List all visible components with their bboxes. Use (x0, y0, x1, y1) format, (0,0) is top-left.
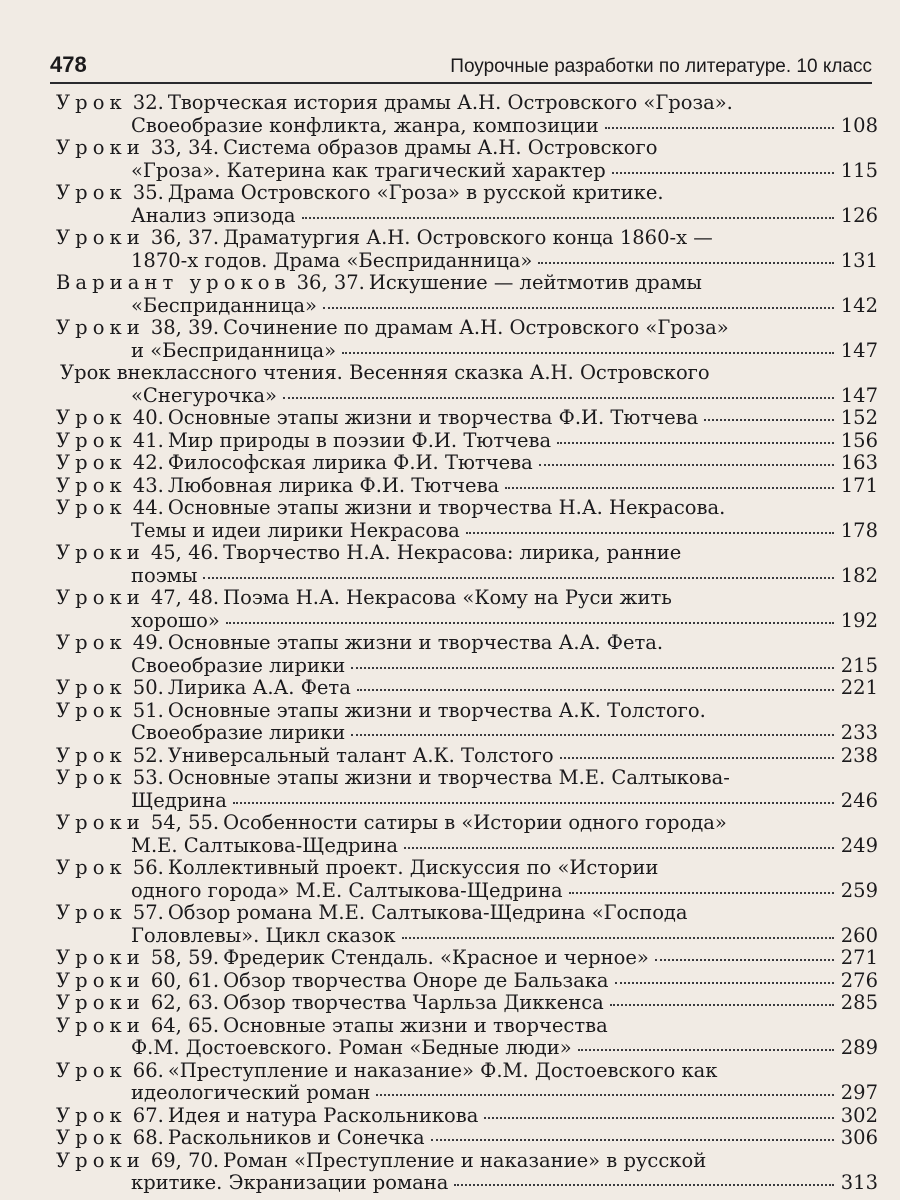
lesson-label: Урок (56, 496, 127, 519)
toc-entry-line (56, 497, 878, 520)
dot-leader (323, 306, 834, 309)
page-ref: 246 (840, 788, 878, 812)
dot-leader (342, 351, 834, 354)
toc-entry-line (56, 340, 878, 363)
toc-entry (56, 677, 878, 700)
toc-entry-line (56, 700, 878, 723)
toc-entry-line (56, 1172, 878, 1195)
page-ref: 147 (840, 338, 878, 362)
lesson-title: Основные этапы жизни и творчества Ф.И. Тютчева (167, 406, 699, 429)
page-ref: 142 (840, 293, 878, 317)
lesson-label: Урок (56, 901, 127, 924)
page-ref: 302 (840, 1103, 878, 1127)
toc-entry-line (56, 92, 878, 115)
toc-entry-line (56, 430, 878, 453)
lesson-title: «Бесприданница» (131, 293, 317, 317)
dot-leader (283, 396, 834, 399)
lesson-numbers: 41. (132, 428, 164, 452)
lesson-title: Драма Островского «Гроза» в русской критике. (167, 181, 664, 204)
toc-entry (56, 542, 878, 587)
lesson-numbers: 43. (132, 473, 164, 497)
toc-entry-line (56, 970, 878, 993)
lesson-title: Творчество Н.А. Некрасова: лирика, ранние (223, 541, 682, 564)
toc-entry-line (56, 767, 878, 790)
lesson-title: Щедрина (131, 788, 227, 812)
lesson-title: Фредерик Стендаль. «Красное и черное» (223, 946, 649, 969)
toc-entry-line (56, 385, 878, 408)
lesson-label: Урок (56, 428, 127, 452)
toc-entry (56, 1127, 878, 1150)
lesson-title: Философская лирика Ф.И. Тютчева (167, 451, 533, 474)
toc-entry-line (56, 1105, 878, 1128)
toc-entry-line (56, 250, 878, 273)
lesson-numbers: 40. (132, 406, 164, 429)
toc-entry (56, 1060, 878, 1105)
toc-entry (56, 497, 878, 542)
lesson-title: Любовная лирика Ф.И. Тютчева (167, 473, 500, 497)
lesson-title: Урок внеклассного чтения. Весенняя сказка А.Н. Островского (60, 361, 710, 384)
lesson-title: Своеобразие лирики (131, 721, 346, 744)
page-ref: 147 (840, 383, 878, 407)
lesson-numbers: 47, 48. (150, 586, 220, 609)
lesson-label: Урок (56, 676, 127, 699)
toc-entry-line (56, 880, 878, 903)
toc-entry (56, 475, 878, 498)
page-ref: 313 (840, 1171, 878, 1194)
lesson-label: Урок (56, 743, 127, 767)
dot-leader (226, 621, 834, 624)
lesson-title: М.Е. Салтыкова-Щедрина (131, 833, 399, 857)
toc-entry-line (56, 1082, 878, 1105)
toc-entry (56, 947, 878, 970)
toc-entry (56, 902, 878, 947)
dot-leader (610, 1003, 834, 1006)
toc-entry-line (56, 947, 878, 970)
lesson-title: Искушение — лейтмотив драмы (368, 271, 702, 294)
toc-entry-line (56, 587, 878, 610)
lesson-title: Ф.М. Достоевского. Роман «Бедные люди» (131, 1036, 572, 1059)
lesson-title: Драматургия А.Н. Островского конца 1860-х — (223, 226, 713, 249)
toc-entry-line (56, 227, 878, 250)
dot-leader (539, 463, 834, 466)
toc-entry (56, 700, 878, 745)
page-number: 478 (50, 52, 87, 77)
lesson-numbers: 49. (132, 631, 164, 654)
toc-entry-line (56, 115, 878, 138)
dot-leader (704, 418, 834, 421)
toc-entry (56, 632, 878, 677)
lesson-title: «Преступление и наказание» Ф.М. Достоевского как (167, 1058, 718, 1082)
page-ref: 171 (840, 473, 878, 497)
lesson-title: и «Бесприданница» (131, 338, 337, 362)
toc-entry (56, 1015, 878, 1060)
toc-entry (56, 1150, 878, 1195)
page-ref: 192 (840, 608, 878, 632)
toc-entry (56, 767, 878, 812)
dot-leader (569, 891, 834, 894)
toc-entry-line (56, 857, 878, 880)
page-ref: 131 (840, 248, 878, 272)
lesson-numbers: 36, 37. (296, 271, 365, 294)
dot-leader (578, 1048, 834, 1051)
lesson-title: Поэма Н.А. Некрасова «Кому на Руси жить (223, 586, 672, 609)
dot-leader (505, 486, 834, 489)
toc-entry (56, 430, 878, 453)
page-ref: 259 (840, 878, 878, 902)
toc-entry-line (56, 475, 878, 498)
toc-entry (56, 272, 878, 317)
lesson-title: Особенности сатиры в «Истории одного города» (223, 811, 727, 834)
page-ref: 156 (840, 428, 878, 452)
page-ref: 238 (840, 743, 878, 767)
page-ref: 276 (840, 968, 878, 992)
lesson-title: Мир природы в поэзии Ф.И. Тютчева (167, 428, 552, 452)
dot-leader (560, 756, 834, 759)
lesson-title: Анализ эпизода (131, 203, 296, 227)
toc-entry (56, 1105, 878, 1128)
lesson-title: Своеобразие лирики (131, 653, 346, 677)
toc-entry (56, 182, 878, 227)
lesson-numbers: 68. (132, 1126, 164, 1149)
toc-entry-line (56, 542, 878, 565)
dot-leader (302, 216, 834, 219)
toc-entry-line (56, 182, 878, 205)
toc-entry (56, 452, 878, 475)
lesson-numbers: 69, 70. (150, 1148, 220, 1172)
toc-entry-line (56, 610, 878, 633)
lesson-label: Вариант уроков (56, 271, 291, 294)
toc-entry-line (56, 317, 878, 340)
page-ref: 271 (840, 946, 878, 969)
lesson-numbers: 32. (132, 91, 164, 114)
page-ref: 260 (840, 923, 878, 947)
page-ref: 163 (840, 451, 878, 474)
toc-entry-line (56, 452, 878, 475)
lesson-label: Урок (56, 631, 127, 654)
page-ref: 126 (840, 203, 878, 227)
toc-entry-line (56, 1060, 878, 1083)
lesson-label: Урок (56, 1126, 127, 1149)
toc-entry-line (56, 835, 878, 858)
toc-entry (56, 745, 878, 768)
lesson-title: хорошо» (131, 608, 220, 632)
lesson-title: «Снегурочка» (131, 383, 277, 407)
lesson-title: Роман «Преступление и наказание» в русской (223, 1148, 707, 1172)
dot-leader (615, 981, 834, 984)
toc-entry (56, 992, 878, 1015)
lesson-numbers: 57. (132, 901, 164, 924)
page-header (50, 44, 872, 84)
toc-entry (56, 362, 878, 407)
toc-entry (56, 317, 878, 362)
lesson-label: Уроки (56, 316, 145, 339)
page-ref: 108 (840, 113, 878, 137)
toc-entry-line (56, 137, 878, 160)
toc-entry-line (56, 925, 878, 948)
lesson-label: Уроки (56, 991, 145, 1014)
lesson-title: одного города» М.Е. Салтыкова-Щедрина (131, 878, 563, 902)
dot-leader (605, 126, 834, 129)
toc-entry-line (56, 1127, 878, 1150)
toc-entry-line (56, 407, 878, 430)
lesson-label: Уроки (56, 226, 145, 249)
page-ref: 221 (840, 676, 878, 699)
lesson-title: Творческая история драмы А.Н. Островского «Гроза». (167, 91, 733, 114)
toc-entry (56, 857, 878, 902)
page-ref: 115 (840, 158, 878, 182)
page-ref: 289 (840, 1036, 878, 1059)
lesson-label: Уроки (56, 811, 145, 834)
lesson-label: Урок (56, 406, 127, 429)
lesson-numbers: 51. (132, 698, 164, 722)
dot-leader (351, 666, 834, 669)
running-title: Поурочные разработки по литературе. 10 класс (450, 56, 872, 77)
lesson-numbers: 38, 39. (150, 316, 220, 339)
dot-leader (402, 936, 834, 939)
toc-entry (56, 587, 878, 632)
lesson-title: «Гроза». Катерина как трагический характер (131, 158, 606, 182)
lesson-title: Лирика А.А. Фета (167, 676, 351, 699)
page-ref: 152 (840, 406, 878, 429)
dot-leader (376, 1093, 834, 1096)
lesson-numbers: 36, 37. (150, 226, 220, 249)
lesson-numbers: 56. (132, 856, 164, 879)
dot-leader (538, 261, 834, 264)
lesson-title: поэмы (131, 563, 198, 587)
dot-leader (557, 441, 834, 444)
toc-entry (56, 92, 878, 137)
dot-leader (351, 733, 834, 736)
lesson-label: Урок (56, 698, 127, 722)
toc-entry-line (56, 677, 878, 700)
lesson-numbers: 33, 34. (150, 136, 220, 159)
toc-entry-line (56, 790, 878, 813)
toc-entry-line (56, 520, 878, 543)
toc-entry-line (56, 655, 878, 678)
lesson-label: Уроки (56, 136, 145, 159)
lesson-numbers: 45, 46. (150, 541, 220, 564)
lesson-numbers: 54, 55. (150, 811, 220, 834)
page-ref: 178 (840, 518, 878, 542)
dot-leader (357, 688, 834, 691)
page-ref: 233 (840, 721, 878, 744)
page-ref: 249 (840, 833, 878, 857)
lesson-title: идеологический роман (131, 1081, 371, 1104)
lesson-numbers: 35. (132, 181, 164, 204)
dot-leader (612, 171, 834, 174)
lesson-title: Система образов драмы А.Н. Островского (223, 136, 658, 159)
toc-entry-line (56, 812, 878, 835)
toc-entry (56, 137, 878, 182)
lesson-label: Урок (56, 91, 127, 114)
lesson-label: Уроки (56, 1148, 145, 1172)
lesson-numbers: 62, 63. (150, 991, 220, 1014)
table-of-contents (56, 92, 878, 1195)
lesson-label: Урок (56, 473, 127, 497)
page-ref: 306 (840, 1126, 878, 1149)
toc-entry-line (56, 722, 878, 745)
lesson-title: Основные этапы жизни и творчества Н.А. Некрасова. (167, 496, 726, 519)
toc-entry-line (56, 632, 878, 655)
lesson-numbers: 66. (132, 1058, 164, 1082)
lesson-title: Обзор романа М.Е. Салтыкова-Щедрина «Господа (167, 901, 688, 924)
lesson-title: Идея и натура Раскольникова (167, 1103, 479, 1127)
lesson-numbers: 44. (132, 496, 164, 519)
lesson-numbers: 64, 65. (150, 1013, 220, 1037)
lesson-title: Своеобразие конфликта, жанра, композиции (131, 113, 599, 137)
toc-entry-line (56, 1015, 878, 1038)
lesson-numbers: 53. (132, 766, 164, 789)
lesson-title: Основные этапы жизни и творчества А.К. Толстого. (167, 698, 706, 722)
lesson-label: Урок (56, 451, 127, 474)
toc-entry-line (56, 992, 878, 1015)
dot-leader (466, 531, 834, 534)
lesson-title: 1870-х годов. Драма «Бесприданница» (131, 248, 533, 272)
toc-entry-line (56, 272, 878, 295)
page-ref: 285 (840, 991, 878, 1014)
lesson-label: Уроки (56, 1013, 145, 1037)
lesson-label: Уроки (56, 946, 145, 969)
dot-leader (655, 958, 834, 961)
page-ref: 182 (840, 563, 878, 587)
lesson-title: Основные этапы жизни и творчества А.А. Фета. (167, 631, 664, 654)
toc-entry-line (56, 205, 878, 228)
dot-leader (484, 1116, 834, 1119)
dot-leader (203, 576, 834, 579)
lesson-numbers: 58, 59. (150, 946, 220, 969)
toc-entry-line (56, 160, 878, 183)
lesson-title: Темы и идеи лирики Некрасова (131, 518, 460, 542)
toc-entry-line (56, 295, 878, 318)
toc-entry-line (56, 1150, 878, 1173)
dot-leader (454, 1183, 834, 1186)
lesson-label: Урок (56, 1058, 127, 1082)
lesson-label: Урок (56, 1103, 127, 1127)
page-ref: 297 (840, 1081, 878, 1104)
toc-entry-line (56, 745, 878, 768)
toc-entry-line (56, 1037, 878, 1060)
toc-entry (56, 407, 878, 430)
dot-leader (431, 1138, 834, 1141)
lesson-title: Обзор творчества Чарльза Диккенса (223, 991, 604, 1014)
toc-entry (56, 227, 878, 272)
page-ref: 215 (840, 653, 878, 677)
lesson-label: Урок (56, 181, 127, 204)
lesson-title: Основные этапы жизни и творчества М.Е. Салтыкова- (167, 766, 730, 789)
lesson-title: Коллективный проект. Дискуссия по «Истории (167, 856, 659, 879)
lesson-title: Головлевы». Цикл сказок (131, 923, 396, 947)
lesson-numbers: 60, 61. (150, 968, 220, 992)
lesson-title: Раскольников и Сонечка (167, 1126, 425, 1149)
toc-entry-line (56, 565, 878, 588)
lesson-label: Уроки (56, 586, 145, 609)
lesson-numbers: 50. (132, 676, 164, 699)
lesson-title: Универсальный талант А.К. Толстого (167, 743, 554, 767)
lesson-label: Урок (56, 856, 127, 879)
toc-entry-line (56, 362, 878, 385)
dot-leader (404, 846, 834, 849)
dot-leader (233, 801, 834, 804)
lesson-title: Сочинение по драмам А.Н. Островского «Гроза» (223, 316, 729, 339)
lesson-numbers: 42. (132, 451, 164, 474)
lesson-label: Урок (56, 766, 127, 789)
toc-entry (56, 812, 878, 857)
toc-entry (56, 970, 878, 993)
lesson-title: Обзор творчества Оноре де Бальзака (223, 968, 609, 992)
toc-entry-line (56, 902, 878, 925)
lesson-title: критике. Экранизации романа (131, 1171, 449, 1194)
lesson-label: Уроки (56, 968, 145, 992)
lesson-numbers: 52. (132, 743, 164, 767)
lesson-title: Основные этапы жизни и творчества (223, 1013, 608, 1037)
lesson-numbers: 67. (132, 1103, 164, 1127)
lesson-label: Уроки (56, 541, 145, 564)
